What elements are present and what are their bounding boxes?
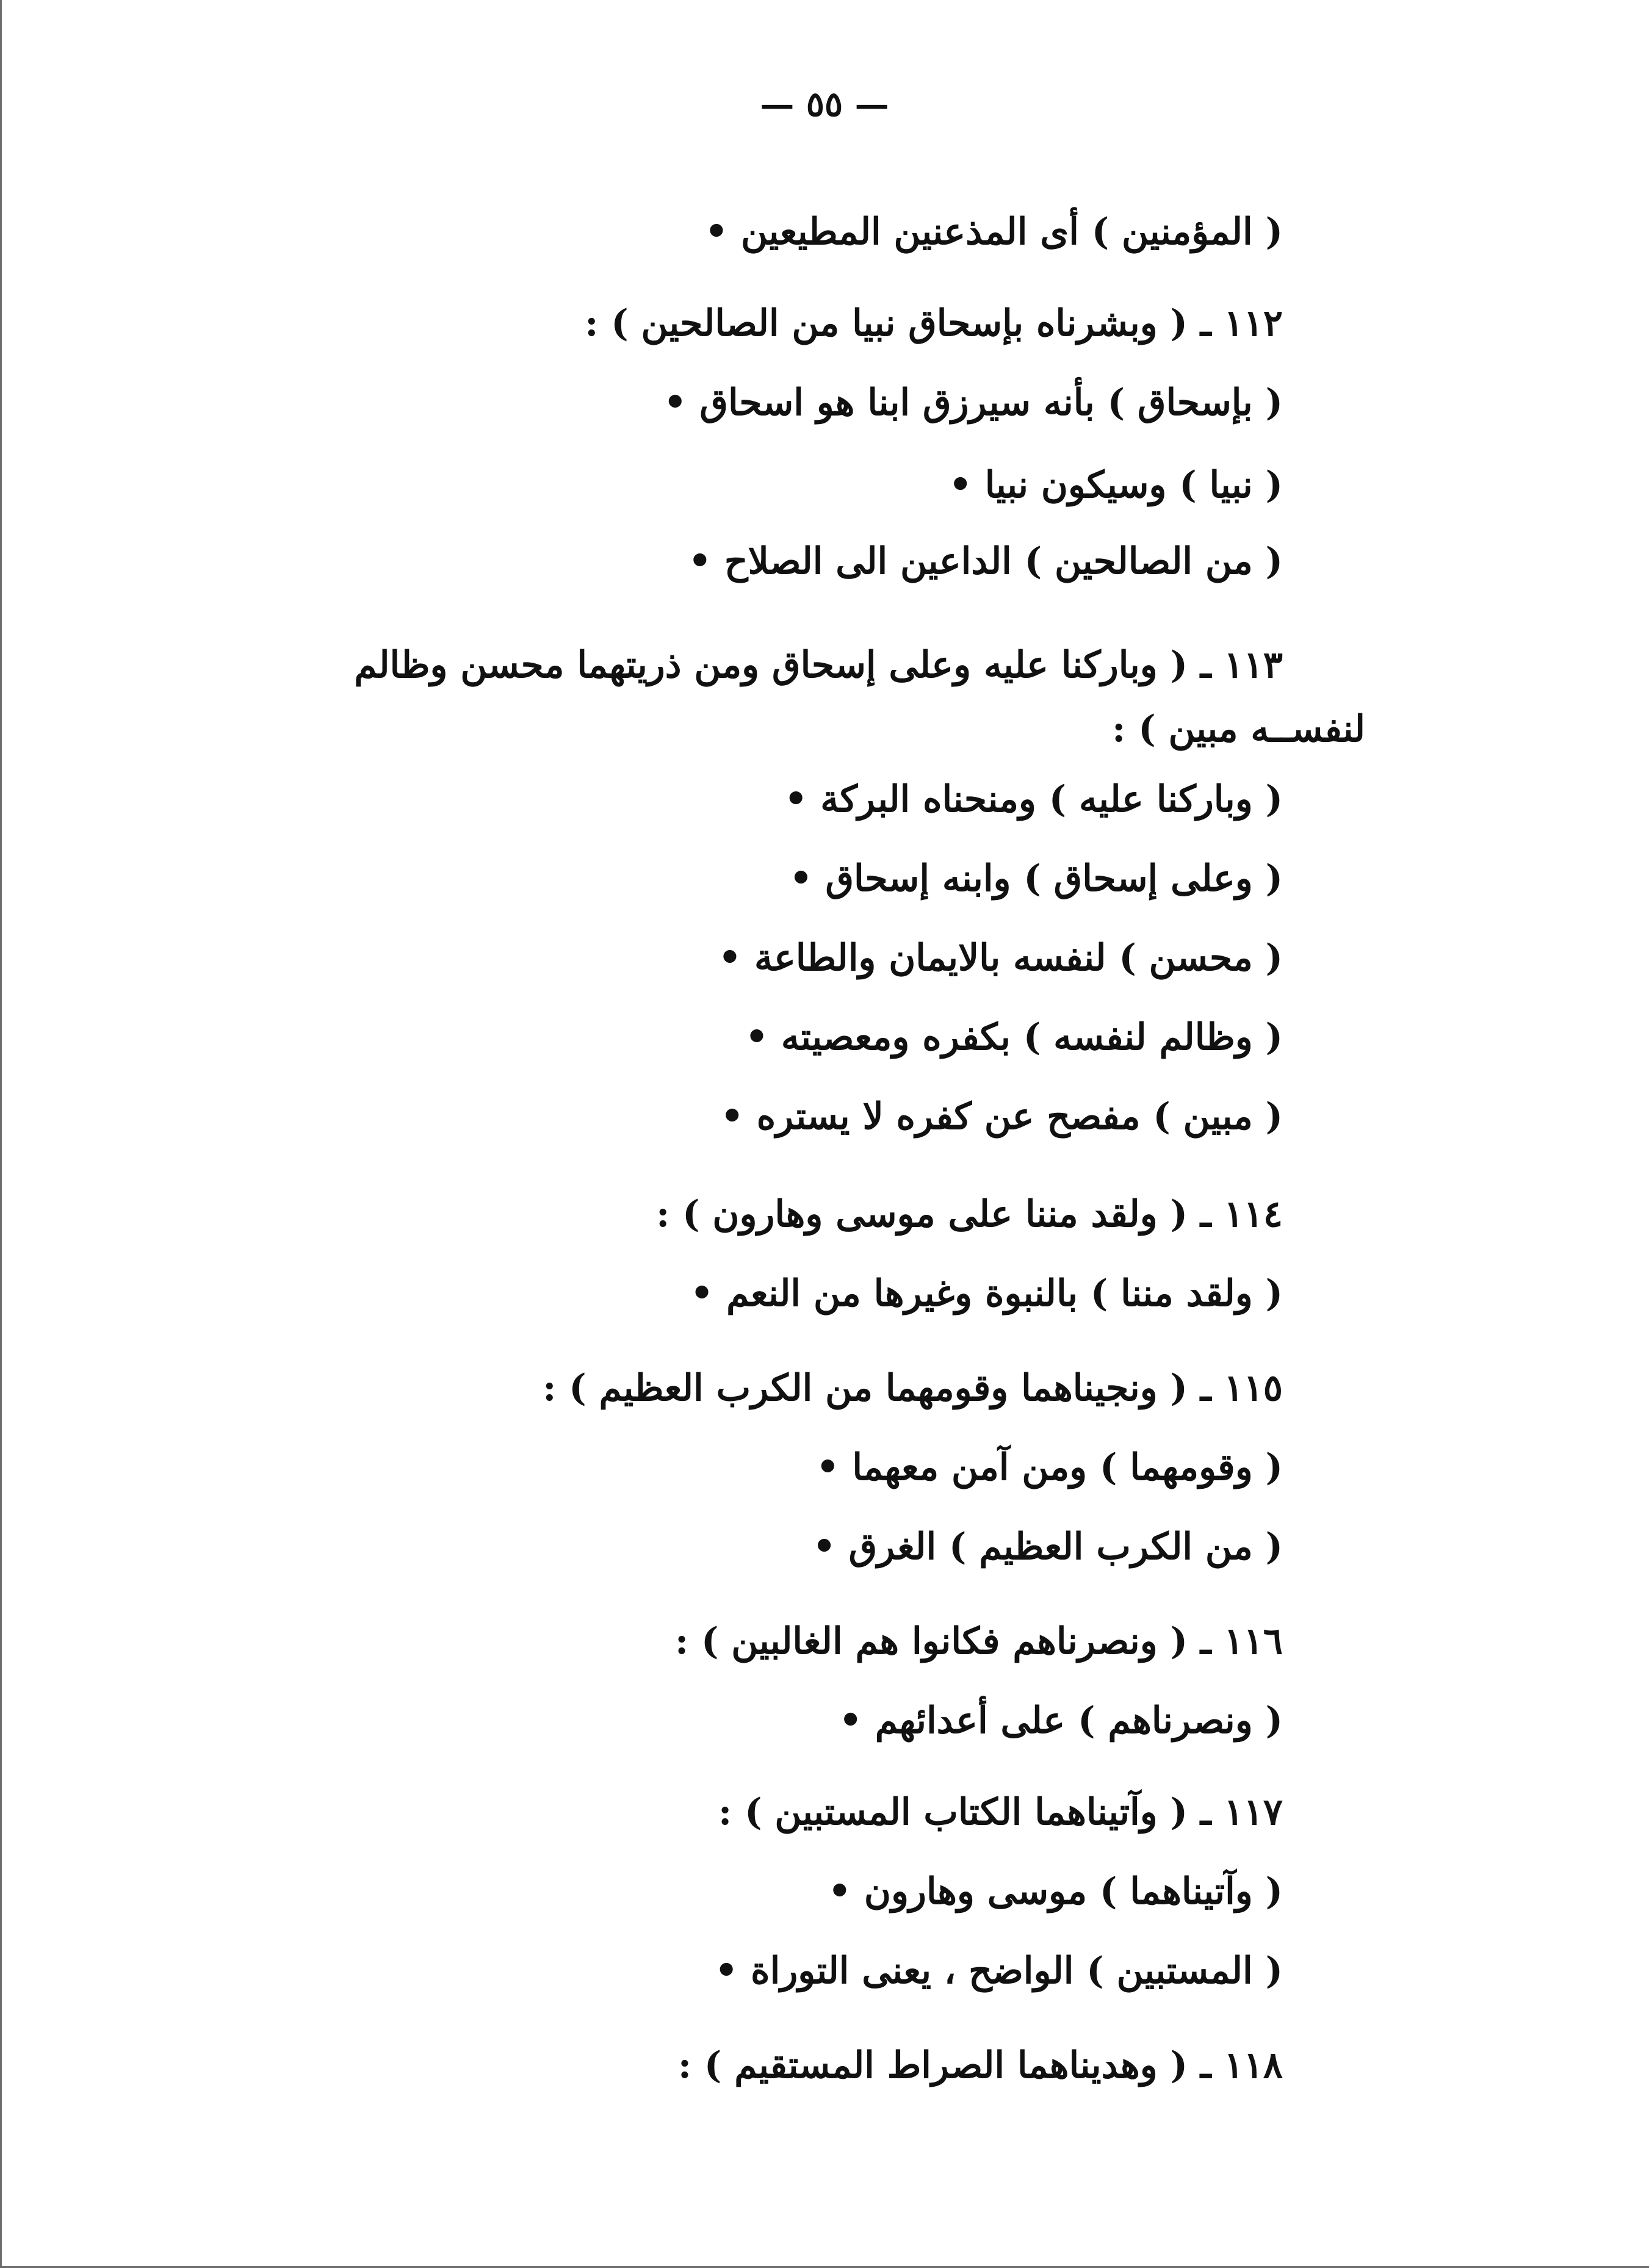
- text-line: ١١٤ ـ ( ولقد مننا على موسى وهارون ) :: [656, 1193, 1283, 1236]
- text-line: ( وباركنا عليه ) ومنحناه البركة •: [784, 778, 1283, 821]
- text-line: ( بإسحاق ) بأنه سيرزق ابنا هو اسحاق •: [663, 381, 1283, 424]
- text-line: ( وظالم لنفسه ) بكفره ومعصيته •: [745, 1016, 1283, 1059]
- page-number: — ٥٥ —: [760, 84, 889, 124]
- text-line: ( المؤمنين ) أى المذعنين المطيعين •: [704, 211, 1283, 253]
- text-line: ( وآتيناهما ) موسى وهارون •: [828, 1870, 1283, 1913]
- text-line: ١١٢ ـ ( وبشرناه بإسحاق نبيا من الصالحين ) :: [585, 302, 1283, 345]
- text-line: ١١٨ ـ ( وهديناهما الصراط المستقيم ) :: [677, 2044, 1283, 2087]
- text-line: ١١٥ ـ ( ونجيناهما وقومهما من الكرب العظيم ) :: [543, 1367, 1283, 1409]
- text-line: ( وعلى إسحاق ) وابنه إسحاق •: [789, 857, 1283, 900]
- text-line: ( من الصالحين ) الداعين الى الصلاح •: [688, 540, 1283, 583]
- text-line: ١١٧ ـ ( وآتيناهما الكتاب المستبين ) :: [718, 1791, 1283, 1834]
- text-line: لنفســه مبين ) :: [1112, 708, 1365, 751]
- text-line: ( المستبين ) الواضح ، يعنى التوراة •: [714, 1949, 1283, 1992]
- text-line: ( محسن ) لنفسه بالايمان والطاعة •: [718, 937, 1283, 979]
- text-line: ( نبيا ) وسيكون نبيا •: [948, 464, 1283, 506]
- text-line: ( ولقد مننا ) بالنبوة وغيرها من النعم •: [690, 1272, 1283, 1315]
- text-line: ( مبين ) مفصح عن كفره لا يستره •: [720, 1095, 1283, 1138]
- text-line: ١١٦ ـ ( ونصرناهم فكانوا هم الغالبين ) :: [674, 1620, 1283, 1663]
- text-line: ( وقومهما ) ومن آمن معهما •: [816, 1446, 1283, 1489]
- text-line: ( من الكرب العظيم ) الغرق •: [812, 1525, 1283, 1568]
- text-line: ( ونصرناهم ) على أعدائهم •: [839, 1699, 1283, 1742]
- text-line: ١١٣ ـ ( وباركنا عليه وعلى إسحاق ومن ذريتهما محسن وظالم: [354, 644, 1283, 686]
